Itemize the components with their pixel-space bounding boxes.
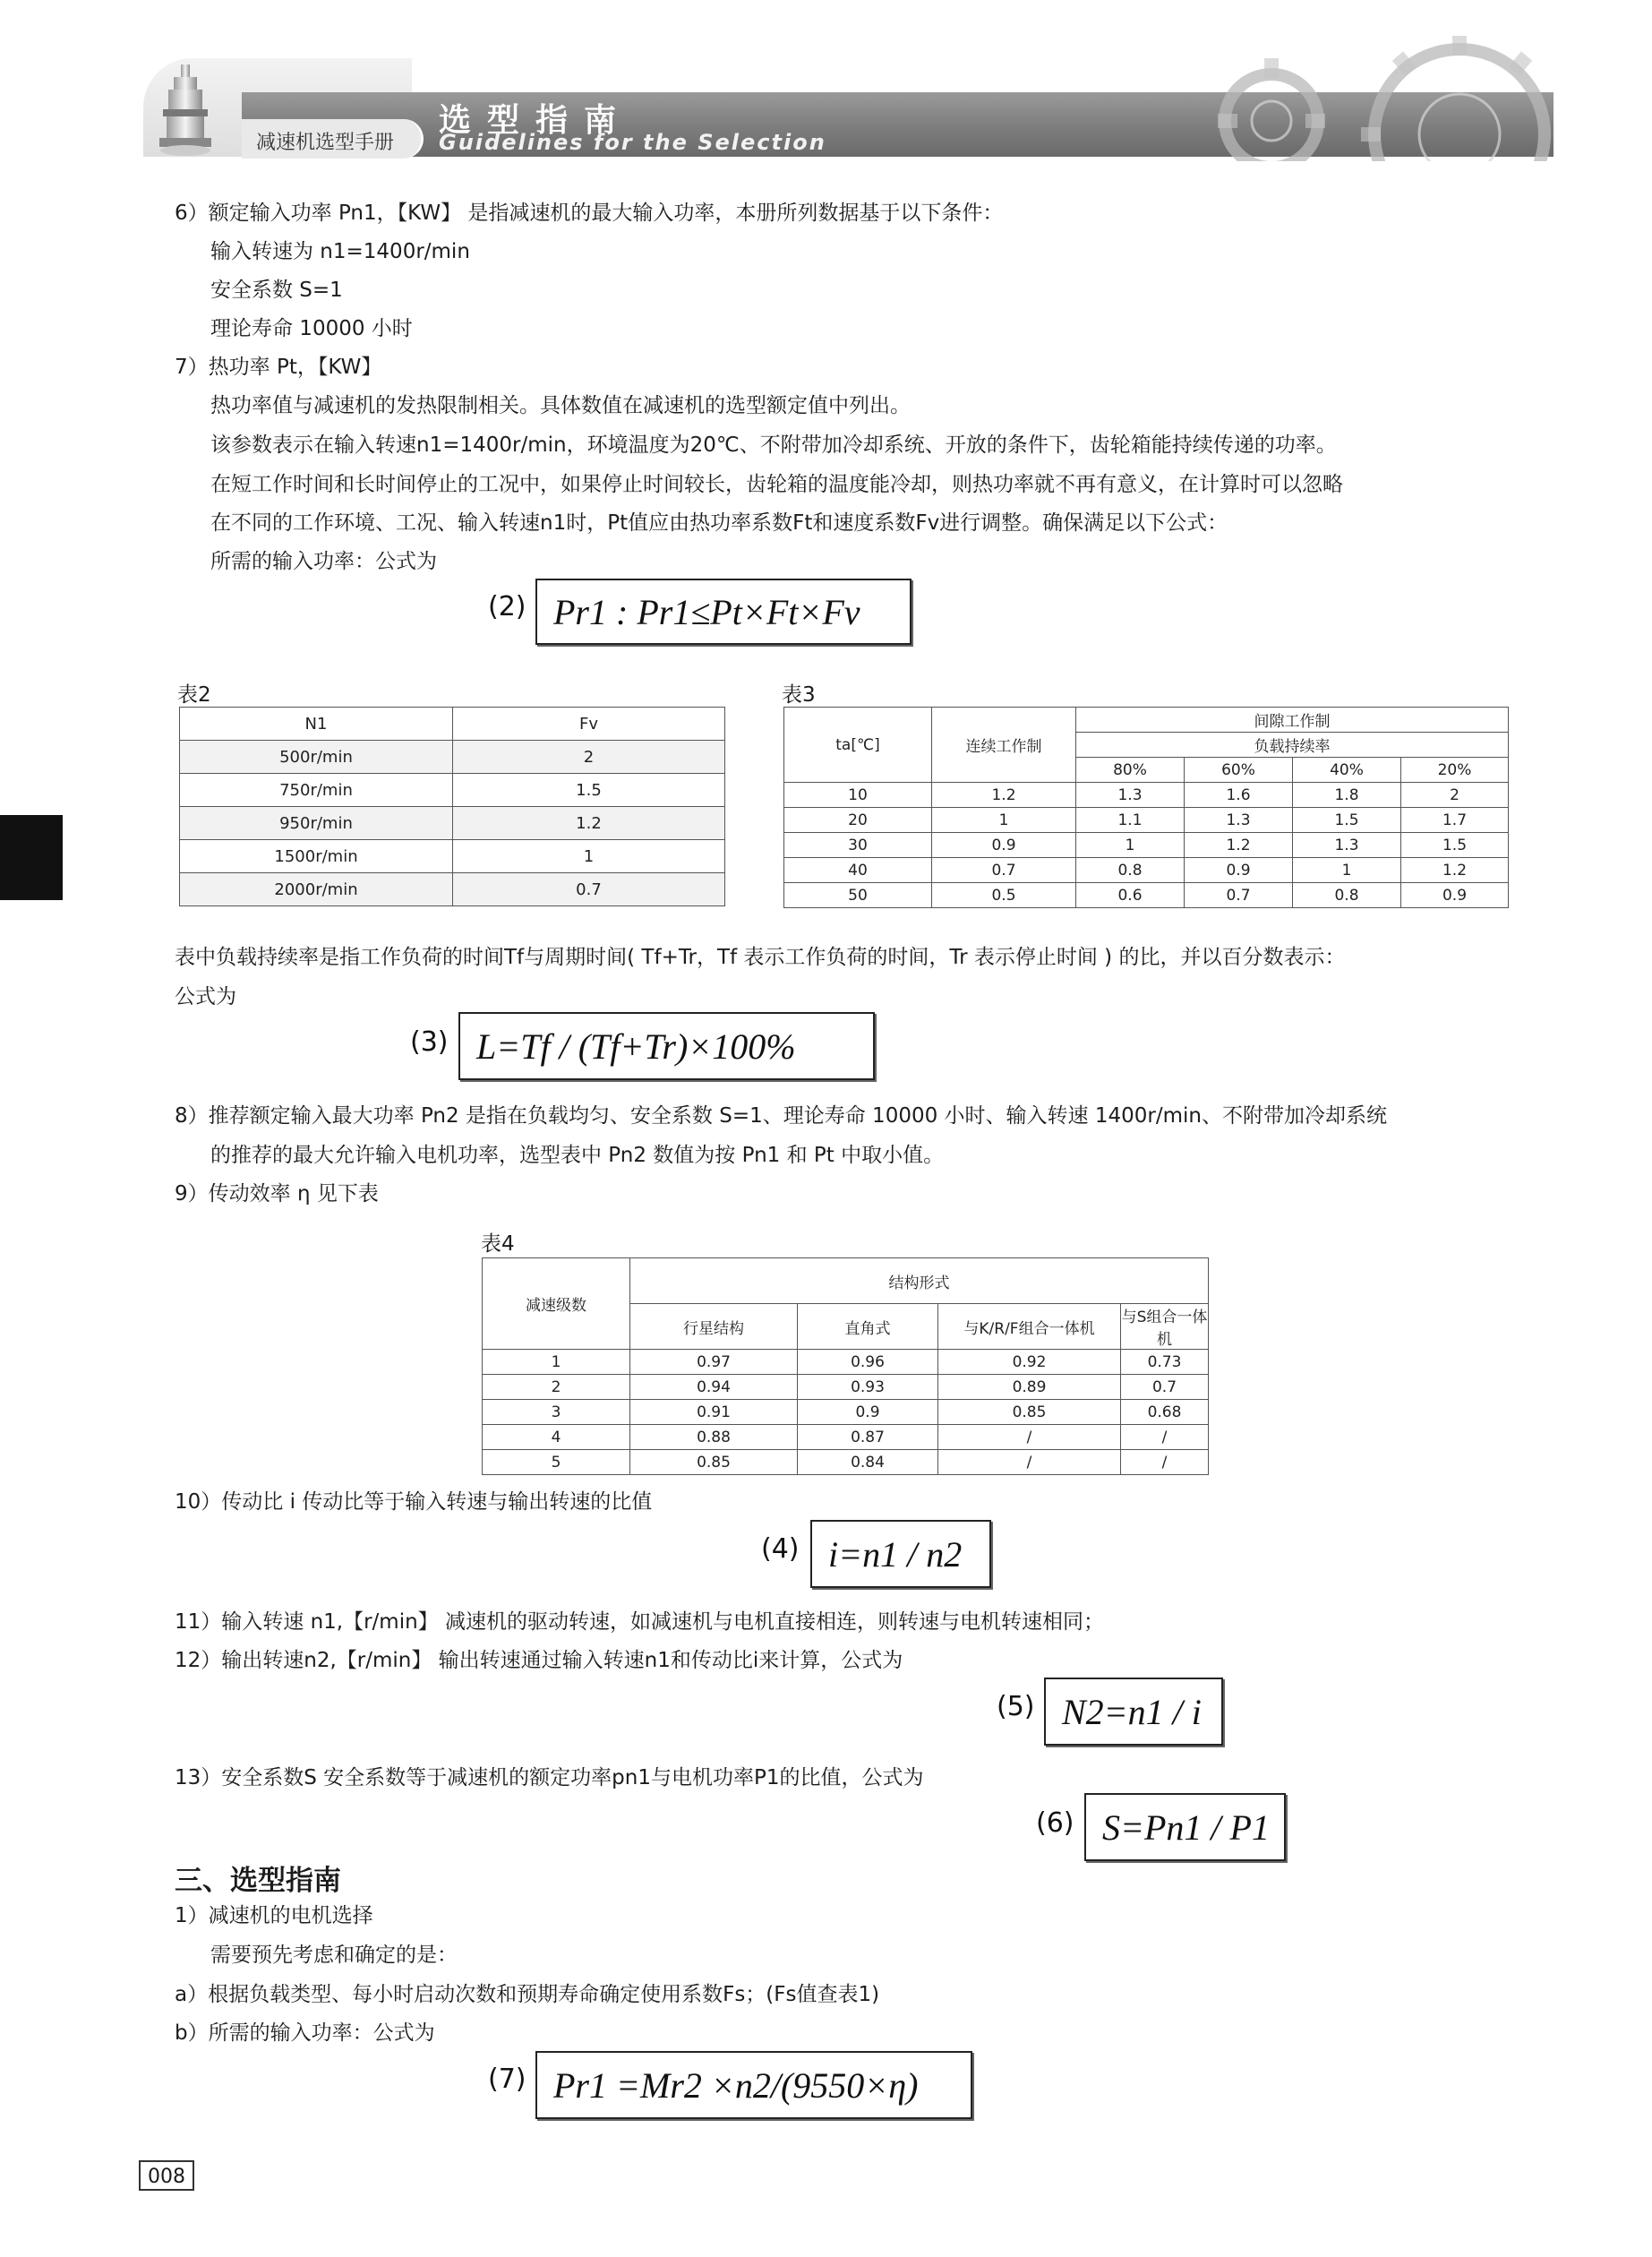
formula3-text: L=Tf / (Tf+Tr)×100% [476,1026,796,1067]
table3-cell: 0.8 [1076,858,1185,883]
table4-cell: 0.91 [630,1400,798,1425]
table-row [180,807,725,840]
table3-cell: 50 [784,883,932,908]
table3-header-pct: 60% [1185,758,1293,783]
table-row [784,858,1509,883]
table4-cell: 0.89 [938,1375,1121,1400]
para6-cond2: 安全系数 S=1 [210,279,343,302]
table-row [180,873,725,906]
table4-cell: 0.96 [798,1350,938,1375]
table4-cell: 0.85 [630,1450,798,1475]
table3-cell: 20 [784,808,932,833]
table3-cell: 1.3 [1293,833,1401,858]
table4-caption: 表4 [481,1232,515,1256]
table4-cell: / [938,1450,1121,1475]
manual-name: 减速机选型手册 [256,132,395,154]
table2-cell: 1 [453,840,725,873]
table3-cell: 1.2 [1401,858,1509,883]
table3-cell: 0.6 [1076,883,1185,908]
table3-cell: 1.5 [1401,833,1509,858]
table-row [483,1400,1209,1425]
table4-header-col: 与S组合一体机 [1121,1304,1209,1350]
table-row [180,741,725,774]
table2-cell: 500r/min [180,741,453,774]
table3-cell: 1.3 [1185,808,1293,833]
formula5-box [1044,1678,1223,1746]
section3-item1-sub: 需要预先考虑和确定的是： [210,1944,458,1967]
table4-cell: 1 [483,1350,630,1375]
table4-cell: 0.73 [1121,1350,1209,1375]
para13: 13）安全系数S 安全系数等于减速机的额定功率pn1与电机功率P1的比值，公式为 [175,1766,924,1789]
table4-header-col: 与K/R/F组合一体机 [938,1304,1121,1350]
page-number: 008 [139,2160,194,2191]
para7-line2: 该参数表示在输入转速n1=1400r/min，环境温度为20℃、不附带加冷却系统、开放的条件下，齿轮箱能持续传递的功率。 [210,433,1337,457]
table2-cell: 0.7 [453,873,725,906]
table2-cell: 2 [453,741,725,774]
table4-cell: 0.93 [798,1375,938,1400]
table3-cell: 1 [932,808,1076,833]
formula7-label: (7) [488,2064,526,2095]
para10: 10）传动比 i 传动比等于输入转速与输出转速的比值 [175,1490,653,1514]
table3-caption: 表3 [782,683,816,707]
para7-title: 7）热功率 Pt，【KW】 [175,356,382,379]
table4-cell: 5 [483,1450,630,1475]
table3-header-pct: 80% [1076,758,1185,783]
para8-line1: 8）推荐额定输入最大功率 Pn2 是指在负载均匀、安全系数 S=1、理论寿命 10000 小时、输入转速 1400r/min、不附带加冷却系统 [175,1104,1387,1128]
section3-title: 三、选型指南 [175,1865,341,1897]
table-row [784,883,1509,908]
section3-item-a: a）根据负载类型、每小时启动次数和预期寿命确定使用系数Fs；(Fs值查表1) [175,1983,880,2006]
table4-cell: 0.84 [798,1450,938,1475]
table4 [482,1257,1209,1475]
table4-cell: 3 [483,1400,630,1425]
section3-item1: 1）减速机的电机选择 [175,1904,373,1927]
table3-cell: 0.9 [932,833,1076,858]
formula5-label: (5) [997,1691,1035,1722]
formula5-text: N2=n1 / i [1062,1691,1202,1732]
table2-cell: 2000r/min [180,873,453,906]
table3-header-pct: 20% [1401,758,1509,783]
table4-cell: 0.92 [938,1350,1121,1375]
table3-cell: 1.2 [1185,833,1293,858]
table3-cell: 0.9 [1401,883,1509,908]
table2 [179,707,725,906]
table4-cell: 0.7 [1121,1375,1209,1400]
table4-header-col: 直角式 [798,1304,938,1350]
formula6-text: S=Pn1 / P1 [1102,1806,1270,1848]
para7-line1: 热功率值与减速机的发热限制相关。具体数值在减速机的选型额定值中列出。 [210,394,911,417]
table4-cell: / [938,1425,1121,1450]
table-row [180,774,725,807]
table4-cell: 0.97 [630,1350,798,1375]
formula2-box [535,579,912,645]
table2-cell: 1500r/min [180,840,453,873]
formula3-label: (3) [410,1026,449,1058]
table4-cell: 0.68 [1121,1400,1209,1425]
table3-cell: 1.7 [1401,808,1509,833]
table3-header-ta: ta[℃] [784,708,932,783]
table3-header-continuous: 连续工作制 [932,708,1076,783]
gear-icon [1191,36,1567,161]
table2-cell: 950r/min [180,807,453,840]
table3-cell: 10 [784,783,932,808]
table4-cell: 4 [483,1425,630,1450]
table4-header-stage: 减速级数 [483,1258,630,1350]
table4-cell: 0.88 [630,1425,798,1450]
table-row [784,783,1509,808]
table2-header-fv: Fv [453,708,725,741]
formula3-box [458,1012,875,1080]
formula4-text: i=n1 / n2 [828,1533,963,1575]
table4-header-col: 行星结构 [630,1304,798,1350]
table3 [783,707,1509,908]
table3-cell: 2 [1401,783,1509,808]
table3-cell: 1 [1076,833,1185,858]
table-row [483,1450,1209,1475]
para7-line5: 所需的输入功率：公式为 [210,550,437,573]
table-row [784,833,1509,858]
formula4-label: (4) [761,1533,800,1565]
section3-item-b: b）所需的输入功率：公式为 [175,2021,435,2045]
table4-cell: / [1121,1450,1209,1475]
para9: 9）传动效率 η 见下表 [175,1182,379,1206]
table4-cell: 0.94 [630,1375,798,1400]
table4-cell: 0.85 [938,1400,1121,1425]
table3-cell: 1.6 [1185,783,1293,808]
para6-cond3: 理论寿命 10000 小时 [210,317,413,340]
table3-cell: 1.3 [1076,783,1185,808]
table3-cell: 0.7 [932,858,1076,883]
reducer-icon [154,63,217,157]
table2-header-n1: N1 [180,708,453,741]
formula2-label: (2) [488,591,526,622]
formula7-text: Pr1 =Mr2 ×n2/(9550×η) [553,2064,919,2106]
table4-header-struct: 结构形式 [630,1258,1209,1304]
para6-title: 6）额定输入功率 Pn1，【KW】 是指减速机的最大输入功率，本册所列数据基于以下条件： [175,202,1004,225]
table3-cell: 40 [784,858,932,883]
para7-line4: 在不同的工作环境、工况、输入转速n1时，Pt值应由热功率系数Ft和速度系数Fv进行调整。确保满足以下公式： [210,511,1228,535]
table2-caption: 表2 [177,683,211,707]
table3-header-load-rate: 负载持续率 [1076,733,1509,758]
table-row [483,1350,1209,1375]
load-note-line2: 公式为 [175,985,236,1008]
table3-cell: 1.2 [932,783,1076,808]
para8-line2: 的推荐的最大允许输入电机功率，选型表中 Pn2 数值为按 Pn1 和 Pt 中取小值。 [210,1144,945,1167]
table-row [784,808,1509,833]
table4-cell: 2 [483,1375,630,1400]
table-row [483,1375,1209,1400]
table4-cell: 0.87 [798,1425,938,1450]
formula4-box [810,1520,991,1588]
table2-cell: 750r/min [180,774,453,807]
header-title-en: Guidelines for the Selection [439,130,826,155]
table2-cell: 1.2 [453,807,725,840]
table3-cell: 0.7 [1185,883,1293,908]
load-note-line1: 表中负载持续率是指工作负荷的时间Tf与周期时间( Tf+Tr，Tf 表示工作负荷的时间，Tr 表示停止时间 ) 的比，并以百分数表示： [175,946,1346,969]
table-row [180,840,725,873]
formula6-box [1084,1793,1286,1861]
para12: 12）输出转速n2,【r/min】 输出转速通过输入转速n1和传动比i来计算，公式为 [175,1649,903,1672]
para7-line3: 在短工作时间和长时间停止的工况中，如果停止时间较长，齿轮箱的温度能冷却，则热功率就不再有意义，在计算时可以忽略 [210,473,1343,496]
para11: 11）输入转速 n1,【r/min】 减速机的驱动转速，如减速机与电机直接相连，则转速与电机转速相同； [175,1610,1104,1634]
manual-name-tab [242,119,424,159]
formula7-box [535,2051,972,2119]
table3-cell: 0.9 [1185,858,1293,883]
table3-cell: 1 [1293,858,1401,883]
table3-header-intermittent: 间隙工作制 [1076,708,1509,733]
table2-cell: 1.5 [453,774,725,807]
table3-cell: 0.8 [1293,883,1401,908]
table3-cell: 1.5 [1293,808,1401,833]
table3-cell: 0.5 [932,883,1076,908]
table3-header-pct: 40% [1293,758,1401,783]
table3-cell: 1.8 [1293,783,1401,808]
formula6-label: (6) [1036,1807,1074,1839]
table3-cell: 30 [784,833,932,858]
section-side-tab [0,815,63,900]
table3-cell: 1.1 [1076,808,1185,833]
para6-cond1: 输入转速为 n1=1400r/min [210,240,470,263]
table4-cell: 0.9 [798,1400,938,1425]
table-row [483,1425,1209,1450]
header-title-cn: 选型指南 [439,102,633,139]
formula2-text: Pr1 : Pr1≤Pt×Ft×Fv [553,591,860,632]
table4-cell: / [1121,1425,1209,1450]
